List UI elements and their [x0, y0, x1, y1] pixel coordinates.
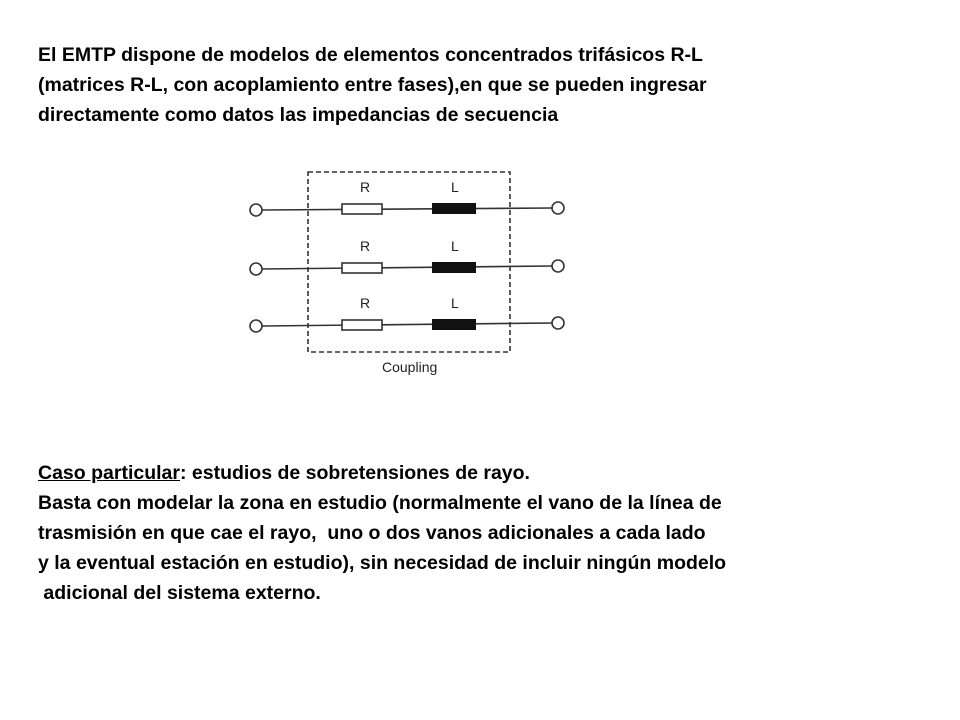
intro-line-3: directamente como datos las impedancias de secuencia: [38, 104, 559, 126]
intro-line-1: El EMTP dispone de modelos de elementos concentrados trifásicos R-L: [38, 44, 703, 66]
phase-row-1: [250, 179, 564, 216]
terminal-left-2: [250, 263, 262, 275]
coupling-caption: Coupling: [382, 359, 438, 375]
terminal-right-3: [552, 317, 564, 329]
case-heading-tail: : estudios de sobretensiones de rayo.: [179, 462, 530, 484]
terminal-left-1: [250, 204, 262, 216]
inductor-3: [432, 319, 476, 330]
case-paragraph: [38, 458, 726, 608]
resistor-label-2: R: [360, 238, 371, 254]
terminal-right-2: [552, 260, 564, 272]
inductor-label-2: L: [451, 238, 459, 254]
terminal-right-1: [552, 202, 564, 214]
resistor-2: [342, 263, 382, 273]
terminal-left-3: [250, 320, 262, 332]
inductor-label-1: L: [451, 179, 459, 195]
rl-coupling-diagram: [230, 158, 590, 383]
inductor-2: [432, 262, 476, 273]
case-line-2: trasmisión en que cae el rayo, uno o dos vanos adicionales a cada lado: [38, 522, 706, 544]
phase-row-3: [250, 295, 564, 332]
phase-row-2: [250, 238, 564, 275]
resistor-1: [342, 204, 382, 214]
case-line-3: y la eventual estación en estudio), sin necesidad de incluir ningún modelo: [38, 552, 727, 574]
intro-line-2: (matrices R-L, con acoplamiento entre fases),en que se pueden ingresar: [38, 74, 707, 96]
resistor-3: [342, 320, 382, 330]
case-line-1: Basta con modelar la zona en estudio (normalmente el vano de la línea de: [38, 492, 722, 514]
inductor-label-3: L: [451, 295, 459, 311]
case-line-4: adicional del sistema externo.: [38, 582, 321, 604]
inductor-1: [432, 203, 476, 214]
resistor-label-1: R: [360, 179, 371, 195]
intro-paragraph: [38, 40, 707, 130]
case-heading: Caso particular: [38, 462, 180, 484]
resistor-label-3: R: [360, 295, 371, 311]
